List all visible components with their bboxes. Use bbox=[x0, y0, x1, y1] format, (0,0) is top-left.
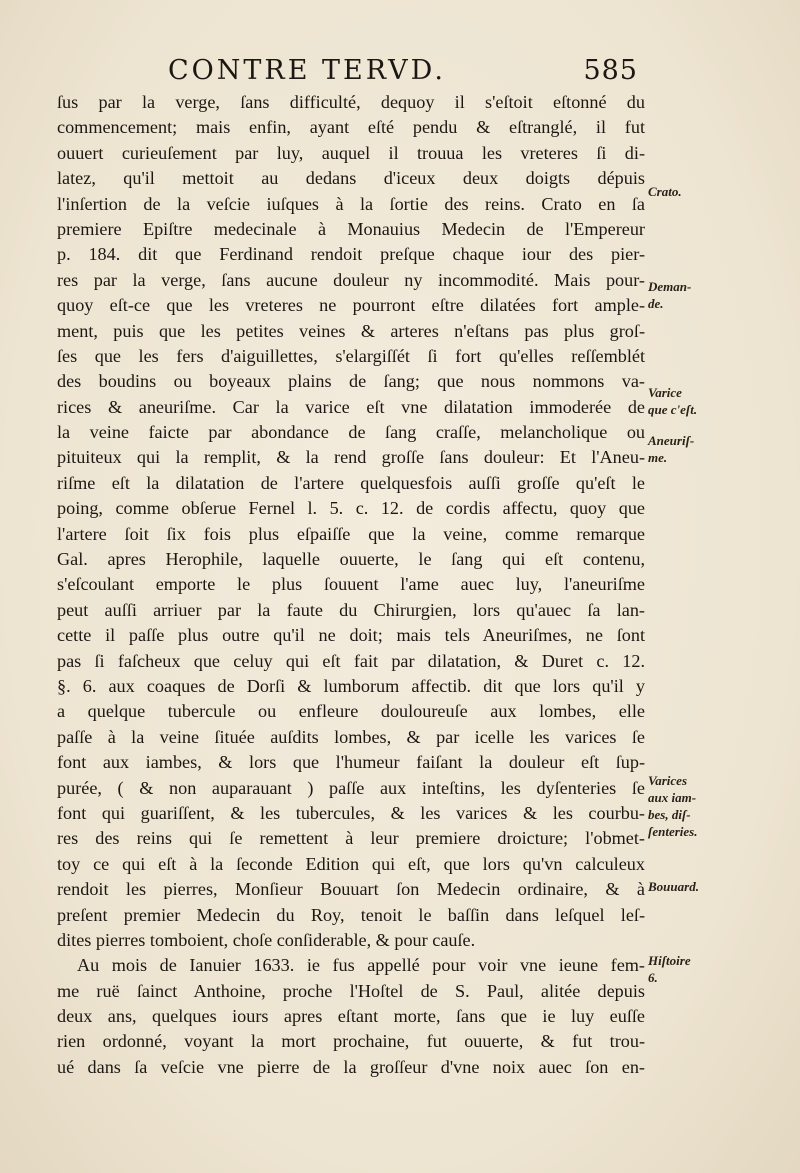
text-line: rien ordonné, voyant la mort prochaine, fut ouuerte, & fut trou- bbox=[57, 1031, 645, 1052]
text-line: a quelque tubercule ou enfleure douloureuſe aux lombes, elle bbox=[57, 701, 645, 722]
text-line: paſſe à la veine ſituée auſdits lombes, & par icelle les varices ſe bbox=[57, 726, 645, 747]
text-line: peut auſſi arriuer par la faute du Chirurgien, lors qu'auec ſa lan- bbox=[57, 599, 645, 620]
margin-note-varices bbox=[648, 772, 758, 840]
text-line: des boudins ou boyeaux plains de ſang; que nous nommons va- bbox=[57, 371, 645, 392]
text-line: l'artere ſoit ſix fois plus eſpaiſſe que la veine, comme remarque bbox=[57, 523, 645, 544]
margin-note-line: ſenteries. bbox=[648, 824, 698, 839]
text-line: dites pierres tomboient, choſe conſiderable, & pour cauſe. bbox=[57, 929, 476, 950]
margin-note-line: Hiſtoire bbox=[648, 953, 691, 968]
text-line: §. 6. aux coaques de Dorſi & lumborum affectib. dit que lors qu'il y bbox=[57, 675, 645, 696]
text-line: rices & aneuriſme. Car la varice eſt vne dilatation immoderée de bbox=[57, 396, 645, 417]
margin-note-line: Bouuard. bbox=[648, 879, 699, 894]
text-line: poing, comme obſerue Fernel l. 5. c. 12. de cordis affectu, quoy que bbox=[57, 498, 645, 519]
text-line: deux ans, quelques iours apres eſtant morte, ſans que ie luy euſſe bbox=[57, 1006, 645, 1027]
text-line: ué dans ſa veſcie vne pierre de la groſſeur d'vne noix auec ſon en- bbox=[57, 1056, 645, 1077]
text-line: Gal. apres Herophile, laquelle ouuerte, le ſang qui eſt contenu, bbox=[57, 549, 645, 570]
margin-note-line: Varices bbox=[648, 773, 687, 788]
text-line: s'eſcoulant emporte le plus ſouuent l'ame auec luy, l'aneuriſme bbox=[57, 574, 645, 595]
text-line: cette il paſſe plus outre qu'il ne doit; mais tels Aneuriſmes, ne ſont bbox=[57, 625, 645, 646]
margin-note-aneurisme bbox=[648, 432, 758, 466]
text-line: Au mois de Ianuier 1633. ie fus appellé pour voir vne ieune fem- bbox=[77, 955, 645, 976]
margin-note-line: que c'eſt. bbox=[648, 402, 698, 417]
margin-note-varice bbox=[648, 384, 758, 418]
text-line: la veine faicte par abondance de ſang craſſe, melancholique ou bbox=[57, 422, 645, 443]
text-line: commencement; mais enfin, ayant eſté pendu & eſtranglé, il fut bbox=[57, 117, 645, 138]
text-line: ſus par la verge, ſans difficulté, dequoy il s'eſtoit eſtonné du bbox=[57, 92, 645, 112]
margin-note-line: bes, diſ- bbox=[648, 807, 691, 822]
text-line: ſes que les fers d'aiguillettes, s'elargiſſét ſi fort qu'elles reſſemblét bbox=[57, 345, 645, 366]
margin-note-line: Varice bbox=[648, 385, 682, 400]
margin-note-line: me. bbox=[648, 450, 668, 465]
page-number: 585 bbox=[583, 55, 638, 86]
text-line: font qui guariſſent, & les tubercules, & les varices & les courbu- bbox=[57, 802, 645, 823]
text-line: me ruë ſainct Anthoine, proche l'Hoſtel de S. Paul, alitée depuis bbox=[57, 980, 645, 1001]
margin-note-bouuard bbox=[648, 878, 758, 895]
running-title: CONTRE TERVD. bbox=[168, 55, 446, 86]
body-text bbox=[57, 90, 645, 1080]
margin-note-demande bbox=[648, 278, 758, 312]
text-line: p. 184. dit que Ferdinand rendoit preſque chaque iour des pier- bbox=[57, 244, 645, 265]
text-line: l'inſertion de la veſcie iuſques à la ſortie des reins. Crato en ſa bbox=[57, 193, 645, 214]
running-header bbox=[168, 55, 638, 91]
margin-note-line: Crato. bbox=[648, 184, 682, 199]
text-line: pituiteux qui la remplit, & la rend groſſe ſans douleur: Et l'Aneu- bbox=[57, 447, 645, 468]
margin-note-line: aux iam- bbox=[648, 790, 697, 805]
margin-note-line: de. bbox=[648, 296, 664, 311]
text-line: premiere Epiſtre medecinale à Monauius Medecin de l'Empereur bbox=[57, 218, 645, 239]
text-line: toy ce qui eſt à la ſeconde Edition qui eſt, que lors qu'vn calculeux bbox=[57, 853, 645, 874]
text-line: pas ſi faſcheux que celuy qui eſt fait par dilatation, & Duret c. 12. bbox=[57, 650, 645, 671]
margin-note-line: 6. bbox=[648, 970, 658, 985]
text-line: preſent premier Medecin du Roy, tenoit le baſſin dans leſquel leſ- bbox=[57, 904, 645, 925]
margin-note-histoire bbox=[648, 952, 758, 986]
text-line: riſme eſt la dilatation de l'artere quelquesfois auſſi groſſe qu'eſt le bbox=[57, 472, 645, 493]
margin-note-line: Aneuriſ- bbox=[648, 433, 695, 448]
text-line: purée, ( & non auparauant ) paſſe aux inteſtins, les dyſenteries ſe bbox=[57, 777, 645, 798]
text-line: ment, puis que les petites veines & arteres n'eſtans pas plus groſ- bbox=[57, 320, 645, 341]
text-line: latez, qu'il mettoit au dedans d'iceux deux doigts dépuis bbox=[57, 168, 645, 189]
text-line: res par la verge, ſans aucune douleur ny incommodité. Mais pour- bbox=[57, 269, 645, 290]
text-line: quoy eſt-ce que les vreteres ne pourront eſtre dilatées fort ample- bbox=[57, 295, 645, 316]
margin-note-line: Deman- bbox=[648, 279, 692, 294]
text-line: res des reins qui ſe remettent à leur premiere droicture; l'obmet- bbox=[57, 828, 645, 849]
text-line: ouuert curieuſement par luy, auquel il trouua les vreteres ſi di- bbox=[57, 142, 645, 163]
text-line: rendoit les pierres, Monſieur Bouuart ſon Medecin ordinaire, & à bbox=[57, 879, 645, 900]
text-line: font aux iambes, & lors que l'humeur faiſant la douleur eſt ſup- bbox=[57, 752, 645, 773]
margin-note-crato bbox=[648, 183, 758, 200]
